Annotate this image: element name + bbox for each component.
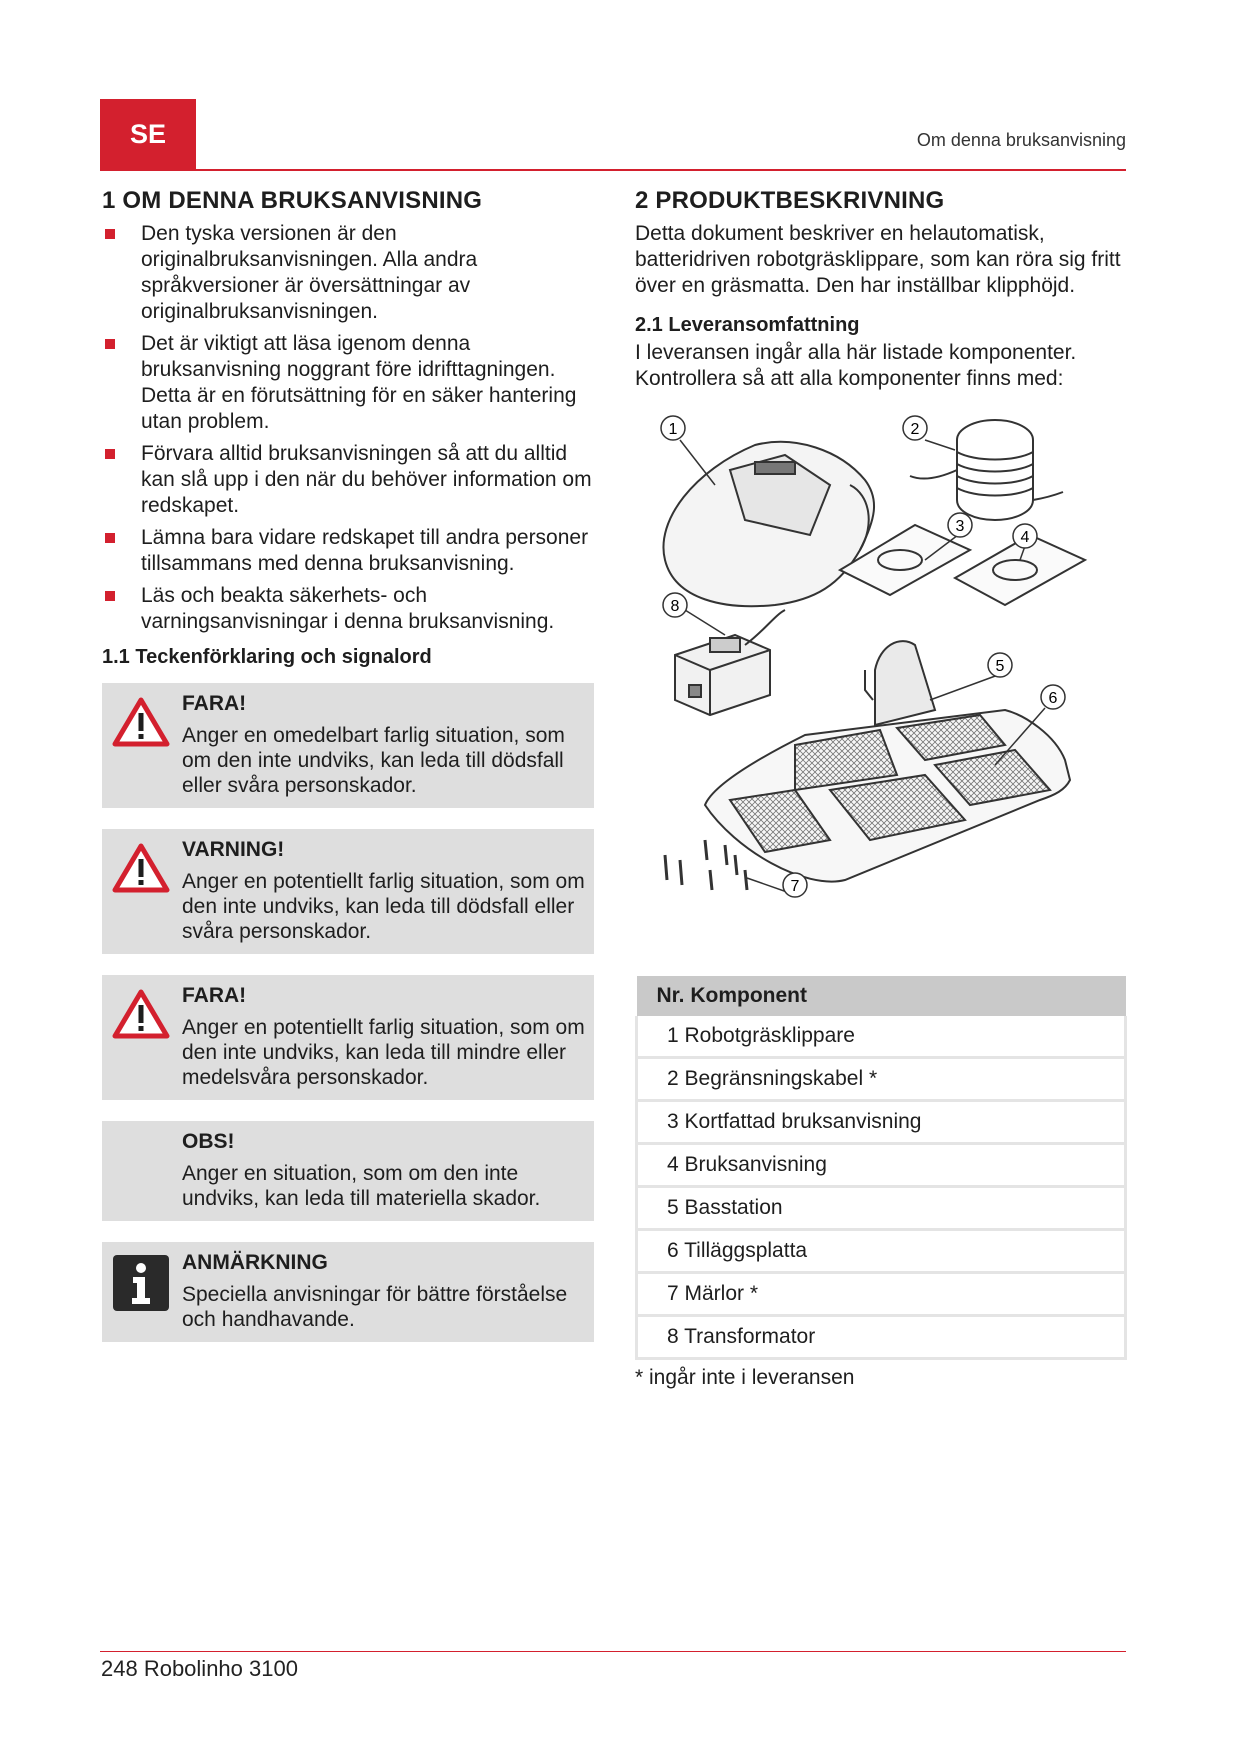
callout-5	[988, 653, 1012, 677]
notice-note	[102, 1242, 594, 1342]
warning-triangle-icon	[112, 989, 170, 1044]
table-row	[637, 1230, 1126, 1273]
table-row	[637, 1144, 1126, 1187]
table-row	[637, 1187, 1126, 1230]
intro-bullet-list	[102, 221, 594, 635]
notice-text: Anger en potentiellt farlig situation, som om den inte undviks, kan leda till dödsfall eller svåra personskador.	[182, 870, 585, 943]
notice-caution	[102, 975, 594, 1100]
section-2-heading: 2 PRODUKTBESKRIVNING	[635, 187, 945, 214]
svg-text:7: 7	[790, 878, 800, 895]
callout-8	[663, 593, 687, 617]
table-row	[637, 1316, 1126, 1359]
bullet-item: Lämna bara vidare redskapet till andra personer tillsammans med denna bruksanvisning.	[102, 525, 594, 577]
running-header: Om denna bruksanvisning	[916, 130, 1126, 150]
robot-mower-drawing	[663, 442, 874, 606]
notice-text: Anger en potentiellt farlig situation, som om den inte undviks, kan leda till mindre eller medelsvåra personskador.	[182, 1016, 585, 1089]
svg-text:4: 4	[1020, 529, 1030, 546]
bullet-item: Förvara alltid bruksanvisningen så att du alltid kan slå upp i den när du behöver information om redskapet.	[102, 441, 594, 519]
table-row	[637, 1016, 1126, 1058]
bullet-item: Den tyska versionen är den originalbruksanvisningen. Alla andra språkversioner är översättningar av originalbruksanvisningen.	[102, 221, 594, 325]
notice-warning	[102, 829, 594, 954]
svg-text:1: 1	[668, 421, 678, 438]
svg-text:2: 2	[910, 421, 920, 438]
svg-text:3: 3	[955, 518, 965, 535]
notice-title: FARA!	[182, 984, 247, 1007]
notice-text: Speciella anvisningar för bättre förståelse och handhavande.	[182, 1283, 568, 1331]
table-cell: 7 Märlor *	[637, 1273, 1126, 1316]
product-description: Detta dokument beskriver en helautomatisk, batteridriven robotgräsklippare, som kan röra sig fritt över en gräsmatta. Den har inställbar klipphöjd.	[635, 222, 1121, 297]
footer-rule	[100, 1651, 1126, 1652]
svg-text:8: 8	[670, 598, 680, 615]
components-table	[635, 976, 1127, 1360]
svg-text:6: 6	[1048, 690, 1058, 707]
table-cell: 3 Kortfattad bruksanvisning	[637, 1101, 1126, 1144]
callout-6	[1041, 685, 1065, 709]
transformer-drawing	[675, 610, 785, 715]
table-cell: 4 Bruksanvisning	[637, 1144, 1126, 1187]
notice-title: OBS!	[182, 1130, 235, 1153]
table-cell: 8 Transformator	[637, 1316, 1126, 1359]
callout-7	[783, 873, 807, 897]
callout-1	[661, 416, 685, 440]
callout-2	[903, 416, 927, 440]
language-tab: SE	[100, 99, 196, 169]
notice-title: ANMÄRKNING	[182, 1251, 328, 1274]
svg-text:5: 5	[995, 658, 1005, 675]
table-footnote: * ingår inte i leveransen	[635, 1366, 855, 1389]
bullet-item: Det är viktigt att läsa igenom denna bruksanvisning noggrant före idrifttagningen. Detta är en förutsättning för en säker hantering utan problem.	[102, 331, 594, 435]
section-1-heading: 1 OM DENNA BRUKSANVISNING	[102, 187, 483, 214]
delivery-intro: I leveransen ingår alla här listade komponenter. Kontrollera så att alla komponenter finns med:	[635, 341, 1077, 390]
table-cell: 5 Basstation	[637, 1187, 1126, 1230]
right-column	[635, 187, 1126, 1390]
notice-title: FARA!	[182, 692, 247, 715]
callout-4	[1013, 524, 1037, 548]
table-cell: 1 Robotgräsklippare	[637, 1016, 1126, 1058]
table-cell: 2 Begränsningskabel *	[637, 1058, 1126, 1101]
table-row	[637, 1273, 1126, 1316]
table-row	[637, 1058, 1126, 1101]
notice-text: Anger en situation, som om den inte undviks, kan leda till materiella skador.	[182, 1162, 541, 1210]
pegs-drawing	[665, 840, 747, 890]
delivery-contents-illustration	[635, 400, 1126, 960]
delivery-contents-figure	[635, 400, 1126, 960]
info-icon	[112, 1254, 170, 1317]
bullet-item: Läs och beakta säkerhets- och varningsanvisningar i denna bruksanvisning.	[102, 583, 594, 635]
section-2-1-heading: 2.1 Leveransomfattning	[635, 314, 860, 336]
section-1-1-heading: 1.1 Teckenförklaring och signalord	[102, 646, 432, 668]
warning-triangle-icon	[112, 697, 170, 752]
header-rule	[100, 169, 1126, 171]
table-row	[637, 1101, 1126, 1144]
notice-danger	[102, 683, 594, 808]
page-footer: 248 Robolinho 3100	[101, 1656, 298, 1681]
boundary-cable-drawing	[910, 420, 1063, 520]
notice-obs	[102, 1121, 594, 1221]
notice-title: VARNING!	[182, 838, 285, 861]
table-cell: 6 Tilläggsplatta	[637, 1230, 1126, 1273]
warning-triangle-icon	[112, 843, 170, 898]
table-header: Nr. Komponent	[637, 976, 1126, 1016]
notice-text: Anger en omedelbart farlig situation, som om den inte undviks, kan leda till dödsfall eller svåra personskador.	[182, 724, 565, 797]
callout-3	[948, 513, 972, 537]
left-column	[102, 187, 594, 1363]
